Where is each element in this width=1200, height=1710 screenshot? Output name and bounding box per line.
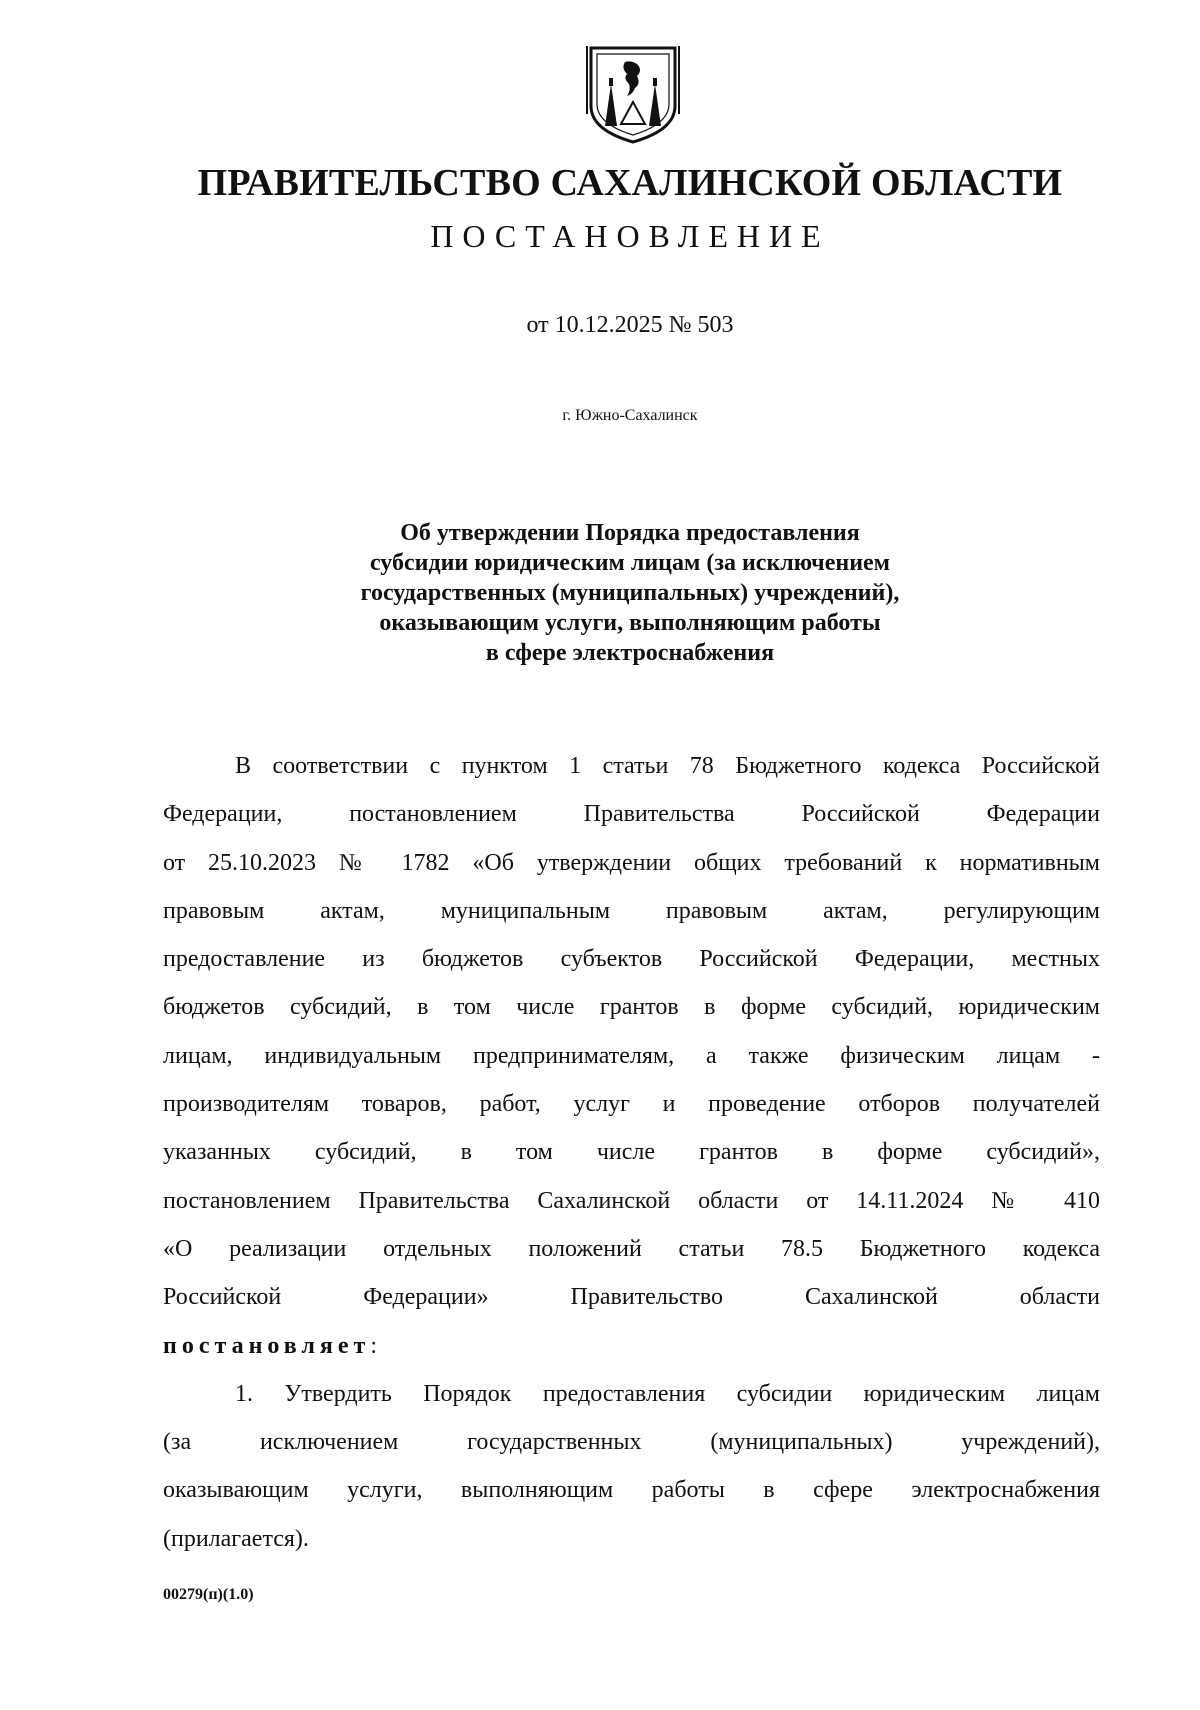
item-line: 1. Утвердить Порядок предоставления субсидии юридическим лицам bbox=[235, 1380, 1100, 1407]
preamble-line: В соответствии с пунктом 1 статьи 78 Бюджетного кодекса Российской bbox=[235, 753, 1100, 779]
preamble-line: от 25.10.2023 № 1782 «Об утверждении общих требований к нормативным bbox=[163, 849, 1100, 876]
preamble-line: указанных субсидий, в том числе грантов в форме субсидий», bbox=[163, 1139, 1100, 1166]
document-city: г. Южно-Сахалинск bbox=[562, 407, 698, 424]
preamble-line: постановлением Правительства Сахалинской области от 14.11.2024 № 410 bbox=[163, 1187, 1100, 1214]
item-line: (за исключением государственных (муниципальных) учреждений), bbox=[163, 1429, 1100, 1456]
document-date-number: от 10.12.2025 № 503 bbox=[526, 312, 734, 338]
form-code: 00279(п)(1.0) bbox=[163, 1586, 254, 1603]
subject-line: государственных (муниципальных) учреждений), bbox=[360, 580, 900, 606]
preamble-line: Федерации, постановлением Правительства Российской Федерации bbox=[163, 801, 1100, 828]
item-line: (прилагается). bbox=[163, 1525, 309, 1552]
decree-punct: : bbox=[370, 1332, 377, 1359]
decree-line bbox=[163, 1322, 1100, 1370]
subject-line: оказывающим услуги, выполняющим работы bbox=[379, 610, 881, 636]
preamble-line: Российской Федерации» Правительство Сахалинской области bbox=[163, 1284, 1100, 1311]
decree-word: постановляет bbox=[163, 1332, 371, 1359]
preamble-line: производителям товаров, работ, услуг и проведение отборов получателей bbox=[163, 1091, 1100, 1118]
preamble-line: лицам, индивидуальным предпринимателям, а также физическим лицам - bbox=[163, 1042, 1100, 1069]
preamble-line: «О реализации отдельных положений статьи 78.5 Бюджетного кодекса bbox=[163, 1235, 1100, 1262]
preamble-line: предоставление из бюджетов субъектов Российской Федерации, местных bbox=[163, 946, 1100, 973]
subject-line: Об утверждении Порядка предоставления bbox=[400, 520, 860, 546]
document-type: ПОСТАНОВЛЕНИЕ bbox=[430, 218, 830, 254]
preamble-line: правовым актам, муниципальным правовым актам, регулирующим bbox=[163, 897, 1100, 924]
document-body bbox=[163, 742, 1100, 1563]
subject-line: субсидии юридическим лицам (за исключением bbox=[369, 550, 891, 576]
subject-line: в сфере электроснабжения bbox=[485, 640, 775, 666]
government-title: ПРАВИТЕЛЬСТВО САХАЛИНСКОЙ ОБЛАСТИ bbox=[197, 162, 1063, 204]
document-subject bbox=[0, 518, 1200, 668]
preamble-line: бюджетов субсидий, в том числе грантов в форме субсидий, юридическим bbox=[163, 994, 1100, 1021]
coat-of-arms-emblem bbox=[585, 44, 681, 144]
item-line: оказывающим услуги, выполняющим работы в сфере электроснабжения bbox=[163, 1477, 1100, 1504]
